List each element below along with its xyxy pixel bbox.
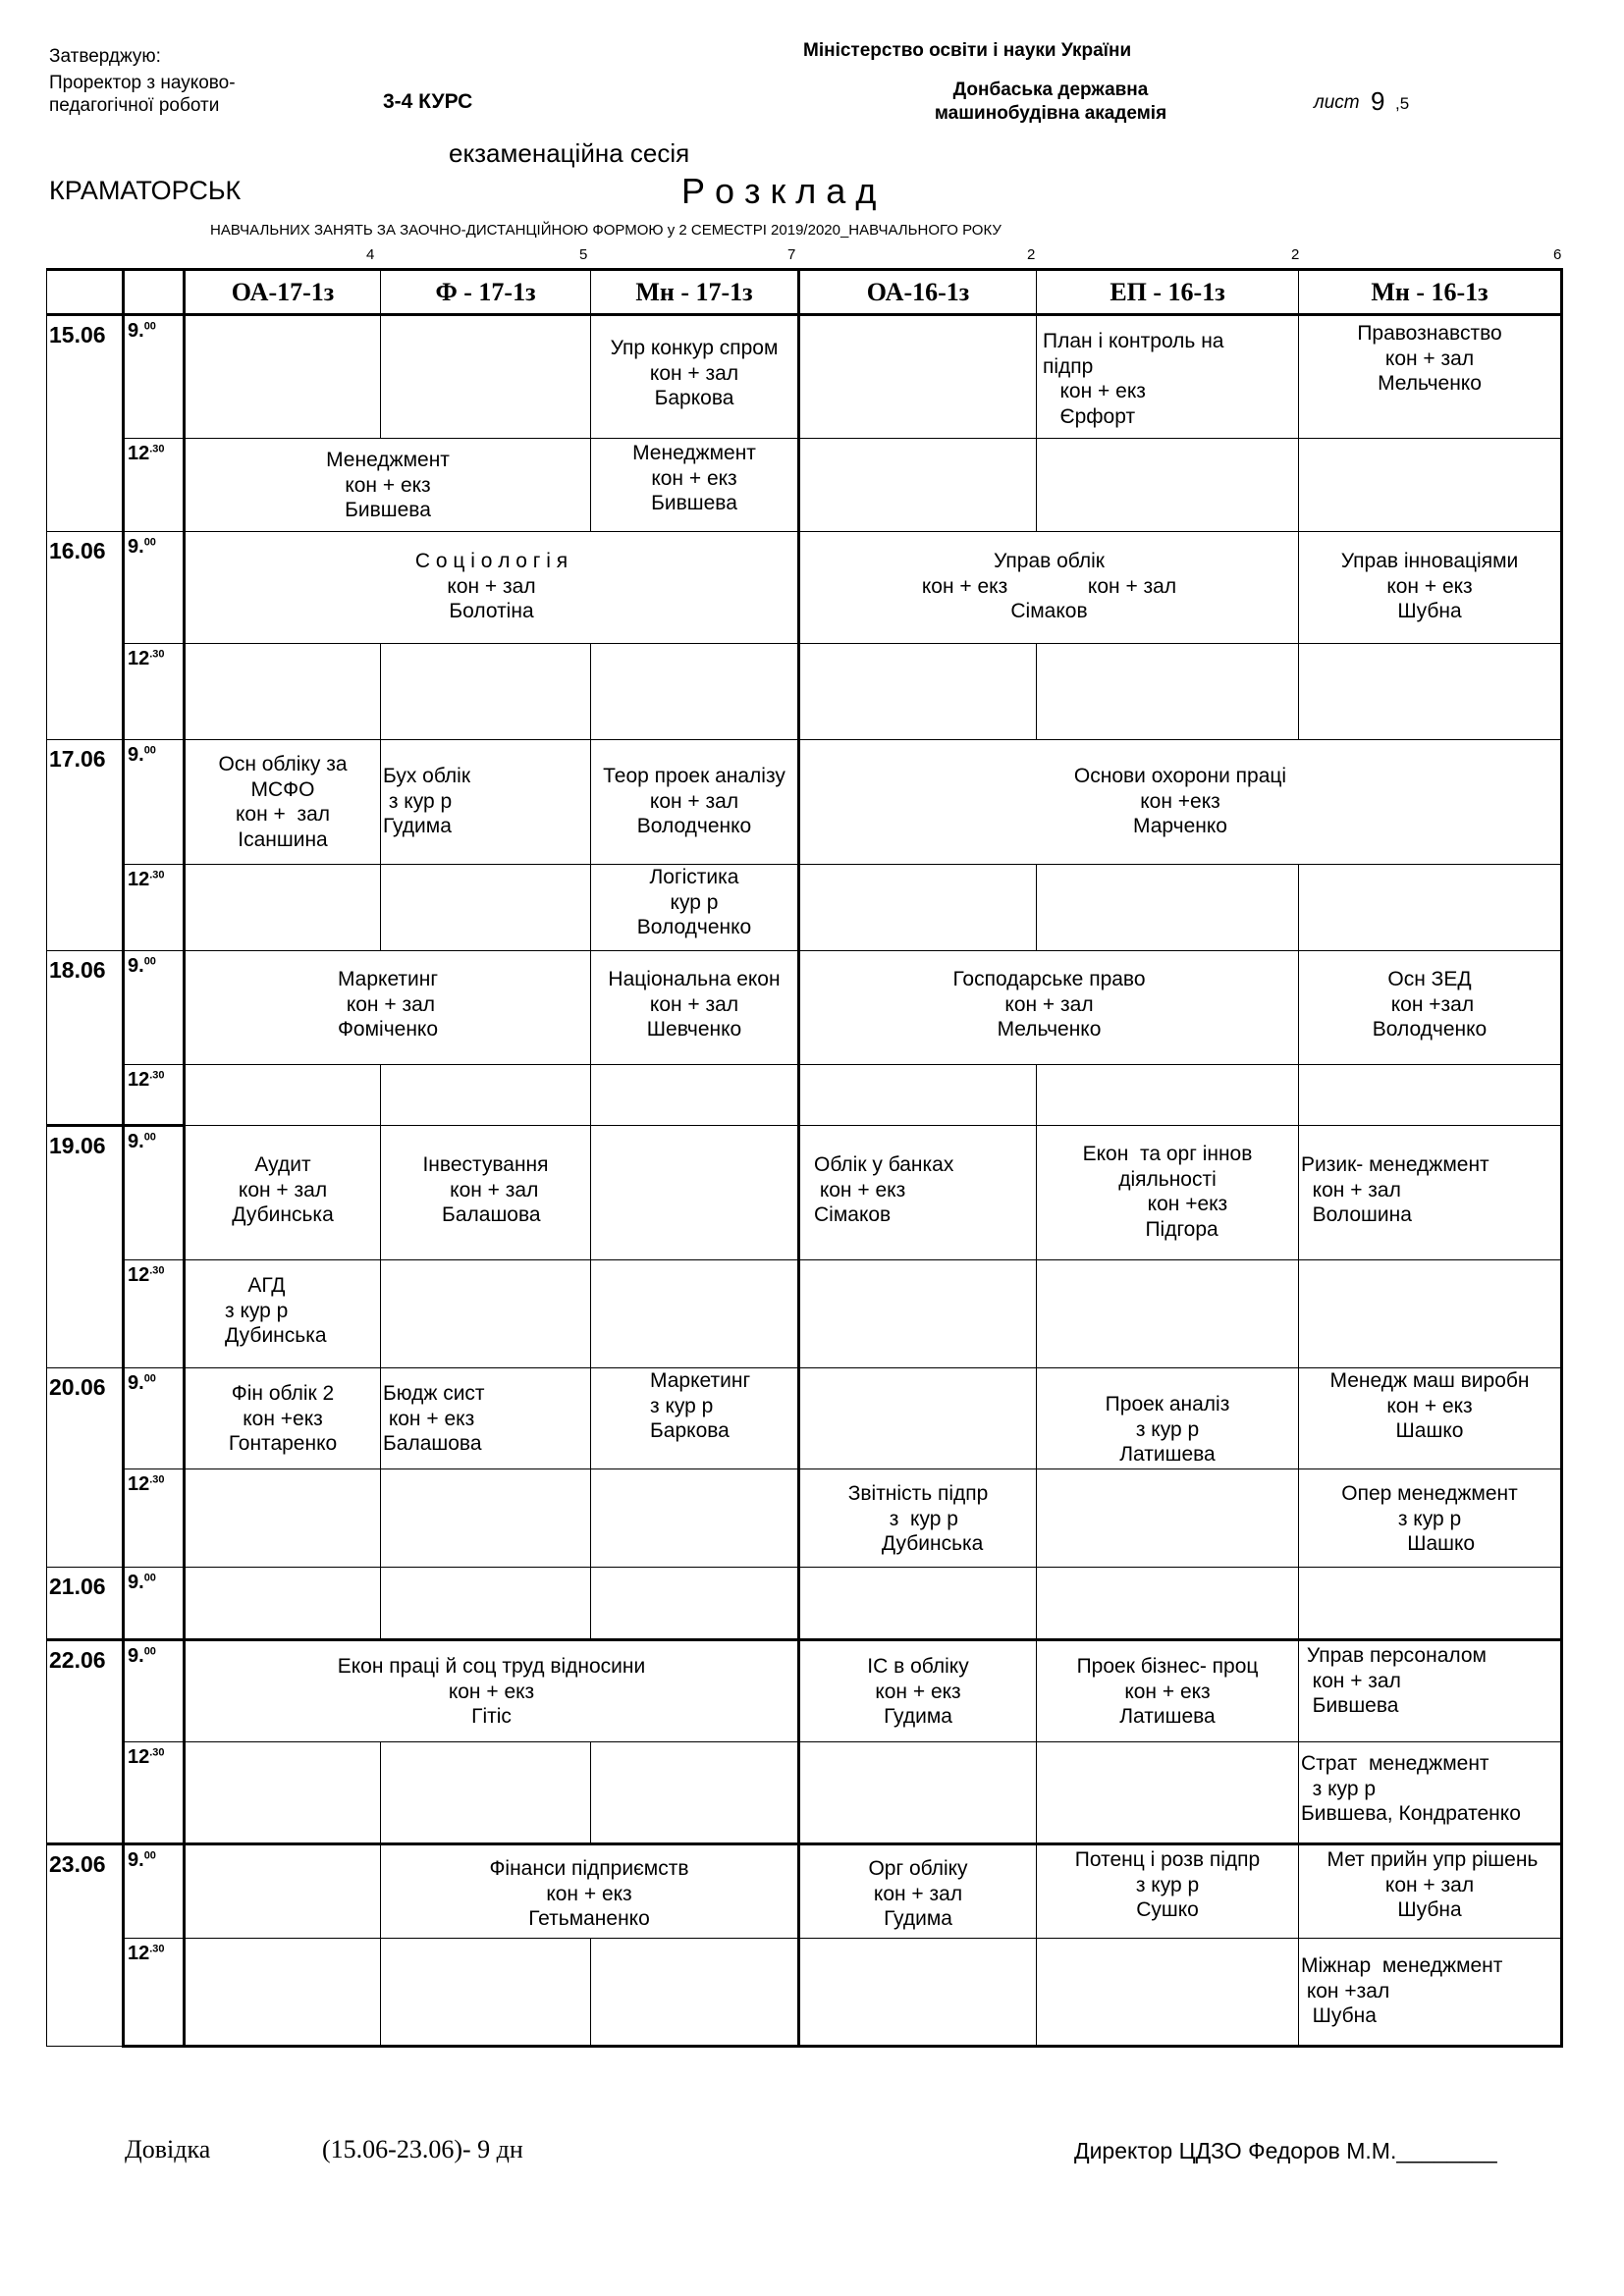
time-cell	[124, 865, 185, 951]
table-row	[47, 1742, 1562, 1844]
time-sup: 00	[143, 1572, 156, 1584]
time-sup: 00	[143, 1131, 156, 1144]
time-cell	[124, 1844, 185, 1939]
time-label: 9.	[128, 320, 144, 342]
time-sup: .30	[149, 648, 165, 661]
date-cell: 15.06	[47, 315, 124, 532]
director-signature: Директор ЦДЗО Федоров М.М.________	[1074, 2138, 1497, 2163]
lesson-cell	[799, 1368, 1037, 1469]
time-sup: 00	[143, 744, 156, 757]
lesson-cell	[1299, 1260, 1562, 1368]
lesson-cell: Менеджмент кон + екз Бившева	[591, 439, 799, 532]
lesson-cell	[185, 1742, 381, 1844]
time-sup: 00	[143, 1849, 156, 1862]
time-sup: 00	[143, 955, 156, 968]
lesson-cell	[799, 1260, 1037, 1368]
lesson-cell	[185, 1939, 381, 2047]
lesson-cell: Управ інноваціями кон + екз Шубна	[1299, 532, 1562, 644]
group-count-2: 5	[579, 246, 588, 263]
lesson-cell: Опер менеджмент з кур р Шашко	[1299, 1469, 1562, 1568]
lesson-cell	[591, 644, 799, 740]
lesson-cell: Основи охорони праці кон +екз Марченко	[799, 740, 1562, 865]
table-row	[47, 1469, 1562, 1568]
time-label: 12	[128, 1264, 150, 1286]
time-sup: .30	[149, 1069, 165, 1082]
date-cell: 18.06	[47, 951, 124, 1126]
time-cell	[124, 1065, 185, 1126]
lesson-cell	[591, 1939, 799, 2047]
table-row	[47, 644, 1562, 740]
lesson-cell	[185, 315, 381, 439]
date-cell: 20.06	[47, 1368, 124, 1568]
lesson-cell	[1299, 1065, 1562, 1126]
time-sup: 00	[143, 320, 156, 333]
group-count-6: 6	[1553, 246, 1562, 263]
corner-cell	[124, 270, 185, 315]
time-label: 12	[128, 869, 150, 890]
group-header-ep16: ЕП - 16-1з	[1037, 270, 1299, 315]
time-label: 9.	[128, 1131, 144, 1152]
time-cell	[124, 1742, 185, 1844]
academy-name-2: машинобудівна академія	[934, 103, 1167, 124]
lesson-cell	[591, 1742, 799, 1844]
time-label: 12	[128, 1069, 150, 1091]
lesson-cell: Проек бізнес- проц кон + екз Латишева	[1037, 1640, 1299, 1742]
lesson-cell: План і контроль на підпр кон + екз Єрфорт	[1037, 315, 1299, 439]
lesson-cell: Правознавство кон + зал Мельченко	[1299, 315, 1562, 439]
time-sup: .30	[149, 1473, 165, 1486]
lesson-cell	[185, 1844, 381, 1939]
table-row	[47, 532, 1562, 644]
lesson-cell: Управ персоналом кон + зал Бившева	[1299, 1640, 1562, 1742]
lesson-cell	[1037, 1469, 1299, 1568]
time-label: 9.	[128, 744, 144, 766]
lesson-cell: Управ облік кон + екз кон + зал Сімаков	[799, 532, 1299, 644]
lesson-cell: Екон праці й соц труд відносини кон + екз Гітіс	[185, 1640, 799, 1742]
lesson-cell	[1037, 644, 1299, 740]
group-count-4: 2	[1027, 246, 1036, 263]
table-row	[47, 315, 1562, 439]
city-label: КРАМАТОРСЬК	[49, 176, 242, 205]
lesson-cell: Аудит кон + зал Дубинська	[185, 1126, 381, 1260]
time-sup: 00	[143, 536, 156, 549]
time-label: 12	[128, 1473, 150, 1495]
lesson-cell	[1037, 1568, 1299, 1640]
lesson-cell: Бюдж сист кон + екз Балашова	[381, 1368, 591, 1469]
lesson-cell: Проек аналіз з кур р Латишева	[1037, 1368, 1299, 1469]
lesson-cell	[799, 644, 1037, 740]
lesson-cell: Осн ЗЕД кон +зал Володченко	[1299, 951, 1562, 1065]
lesson-cell	[1037, 1065, 1299, 1126]
lesson-cell	[799, 439, 1037, 532]
lesson-cell	[799, 1568, 1037, 1640]
time-sup: .30	[149, 443, 165, 455]
time-label: 9.	[128, 1849, 144, 1871]
lesson-cell: С о ц і о л о г і я кон + зал Болотіна	[185, 532, 799, 644]
time-sup: 00	[143, 1372, 156, 1385]
lesson-cell: Екон та орг іннов діяльності кон +екз Підгора	[1037, 1126, 1299, 1260]
session-label: екзаменаційна сесія	[449, 138, 690, 168]
note-range: (15.06-23.06)- 9 дн	[322, 2135, 523, 2163]
approval-position-1: Проректор з науково-	[49, 73, 236, 93]
time-label: 12	[128, 1943, 150, 1964]
sheet-sub: ,5	[1395, 94, 1410, 113]
lesson-cell	[799, 315, 1037, 439]
time-cell	[124, 951, 185, 1065]
lesson-cell: Орг обліку кон + зал Гудима	[799, 1844, 1037, 1939]
group-header-oa17: ОА-17-1з	[185, 270, 381, 315]
table-row	[47, 1126, 1562, 1260]
lesson-cell: АГД з кур р Дубинська	[185, 1260, 381, 1368]
approval-label: Затверджую:	[49, 46, 161, 67]
lesson-cell	[591, 1126, 799, 1260]
lesson-cell	[799, 1939, 1037, 2047]
lesson-cell: Ризик- менеджмент кон + зал Волошина	[1299, 1126, 1562, 1260]
lesson-cell	[381, 1065, 591, 1126]
lesson-cell	[799, 1065, 1037, 1126]
lesson-cell	[591, 1568, 799, 1640]
lesson-cell: Національна екон кон + зал Шевченко	[591, 951, 799, 1065]
lesson-cell: Фін облік 2 кон +екз Гонтаренко	[185, 1368, 381, 1469]
time-label: 9.	[128, 1645, 144, 1667]
time-label: 9.	[128, 1372, 144, 1394]
lesson-cell	[1037, 1939, 1299, 2047]
lesson-cell	[381, 315, 591, 439]
time-cell	[124, 1469, 185, 1568]
table-row	[47, 1568, 1562, 1640]
lesson-cell	[381, 644, 591, 740]
time-cell	[124, 315, 185, 439]
lesson-cell: Менеджмент кон + екз Бившева	[185, 439, 591, 532]
schedule-table	[46, 268, 1563, 2048]
time-label: 9.	[128, 1572, 144, 1593]
lesson-cell	[799, 865, 1037, 951]
time-cell	[124, 1568, 185, 1640]
lesson-cell	[591, 1065, 799, 1126]
lesson-cell	[1037, 1260, 1299, 1368]
table-row	[47, 1939, 1562, 2047]
time-cell	[124, 1126, 185, 1260]
lesson-cell: Менедж маш виробн кон + екз Шашко	[1299, 1368, 1562, 1469]
lesson-cell	[381, 1469, 591, 1568]
lesson-cell: Господарське право кон + зал Мельченко	[799, 951, 1299, 1065]
time-sup: .30	[149, 1943, 165, 1955]
date-cell: 21.06	[47, 1568, 124, 1640]
lesson-cell: Потенц і розв підпр з кур р Сушко	[1037, 1844, 1299, 1939]
time-sup: .30	[149, 869, 165, 881]
group-header-oa16: ОА-16-1з	[799, 270, 1037, 315]
table-row	[47, 439, 1562, 532]
lesson-cell	[381, 1742, 591, 1844]
time-cell	[124, 439, 185, 532]
time-label: 12	[128, 1746, 150, 1768]
date-cell: 16.06	[47, 532, 124, 740]
lesson-cell: ІС в обліку кон + екз Гудима	[799, 1640, 1037, 1742]
time-sup: .30	[149, 1746, 165, 1759]
time-cell	[124, 1640, 185, 1742]
group-count-3: 7	[787, 246, 796, 263]
academy-name-1: Донбаська державна	[952, 80, 1149, 100]
group-header-mn16: Мн - 16-1з	[1299, 270, 1562, 315]
sheet-number: 9	[1371, 86, 1385, 116]
time-label: 9.	[128, 955, 144, 977]
time-cell	[124, 644, 185, 740]
sheet-label: лист	[1314, 92, 1360, 113]
course-label: 3-4 КУРС	[383, 90, 473, 113]
lesson-cell	[381, 1939, 591, 2047]
table-row	[47, 1065, 1562, 1126]
time-label: 9.	[128, 536, 144, 558]
time-cell	[124, 532, 185, 644]
lesson-cell	[381, 1260, 591, 1368]
date-cell: 17.06	[47, 740, 124, 951]
lesson-cell: Упр конкур спром кон + зал Баркова	[591, 315, 799, 439]
lesson-cell	[799, 1742, 1037, 1844]
date-cell: 19.06	[47, 1126, 124, 1368]
lesson-cell	[185, 865, 381, 951]
lesson-cell: Теор проек аналізу кон + зал Володченко	[591, 740, 799, 865]
table-row	[47, 865, 1562, 951]
subtitle: НАВЧАЛЬНИХ ЗАНЯТЬ ЗА ЗАОЧНО-ДИСТАНЦІЙНОЮ ФОРМОЮ у 2 СЕМЕСТРІ 2019/2020_НАВЧАЛЬНОГО РОКУ	[210, 222, 1001, 239]
table-row	[47, 740, 1562, 865]
lesson-cell	[1037, 439, 1299, 532]
group-count-5: 2	[1291, 246, 1300, 263]
header-row	[47, 270, 1562, 315]
table-row	[47, 1640, 1562, 1742]
table-row	[47, 951, 1562, 1065]
approval-position-2: педагогічної роботи	[49, 95, 220, 116]
table-row	[47, 1368, 1562, 1469]
group-count-1: 4	[366, 246, 375, 263]
time-sup: .30	[149, 1264, 165, 1277]
time-sup: 00	[143, 1645, 156, 1658]
lesson-cell	[591, 1260, 799, 1368]
time-cell	[124, 1368, 185, 1469]
lesson-cell: Маркетинг кон + зал Фоміченко	[185, 951, 591, 1065]
time-cell	[124, 740, 185, 865]
lesson-cell	[185, 1469, 381, 1568]
lesson-cell: Маркетинг з кур р Баркова	[591, 1368, 799, 1469]
lesson-cell	[591, 1469, 799, 1568]
time-label: 12	[128, 648, 150, 669]
lesson-cell: Інвестування кон + зал Балашова	[381, 1126, 591, 1260]
lesson-cell: Звітність підпр з кур р Дубинська	[799, 1469, 1037, 1568]
ministry-name: Міністерство освіти і науки України	[803, 40, 1132, 61]
lesson-cell	[1037, 865, 1299, 951]
lesson-cell: Страт менеджмент з кур р Бившева, Кондратенко	[1299, 1742, 1562, 1844]
time-cell	[124, 1260, 185, 1368]
lesson-cell	[1299, 1568, 1562, 1640]
lesson-cell	[185, 1568, 381, 1640]
lesson-cell: Міжнар менеджмент кон +зал Шубна	[1299, 1939, 1562, 2047]
table-row	[47, 1844, 1562, 1939]
lesson-cell	[381, 1568, 591, 1640]
lesson-cell	[185, 644, 381, 740]
lesson-cell	[1037, 1742, 1299, 1844]
corner-cell	[47, 270, 124, 315]
lesson-cell	[1299, 439, 1562, 532]
lesson-cell	[1299, 865, 1562, 951]
lesson-cell	[185, 1065, 381, 1126]
lesson-cell: Мет прийн упр рішень кон + зал Шубна	[1299, 1844, 1562, 1939]
time-label: 12	[128, 443, 150, 464]
lesson-cell: Логістика кур р Володченко	[591, 865, 799, 951]
table-row	[47, 1260, 1562, 1368]
lesson-cell	[1299, 644, 1562, 740]
note-label: Довідка	[125, 2135, 211, 2163]
lesson-cell: Облік у банках кон + екз Сімаков	[799, 1126, 1037, 1260]
page-title: Р о з к л а д	[681, 171, 877, 211]
lesson-cell: Бух облік з кур р Гудима	[381, 740, 591, 865]
date-cell: 22.06	[47, 1640, 124, 1844]
group-header-f17: Ф - 17-1з	[381, 270, 591, 315]
time-cell	[124, 1939, 185, 2047]
lesson-cell	[381, 865, 591, 951]
group-header-mn17: Мн - 17-1з	[591, 270, 799, 315]
lesson-cell: Фінанси підприємств кон + екз Гетьманенко	[381, 1844, 799, 1939]
date-cell: 23.06	[47, 1844, 124, 2047]
lesson-cell: Осн обліку за МСФО кон + зал Ісаншина	[185, 740, 381, 865]
